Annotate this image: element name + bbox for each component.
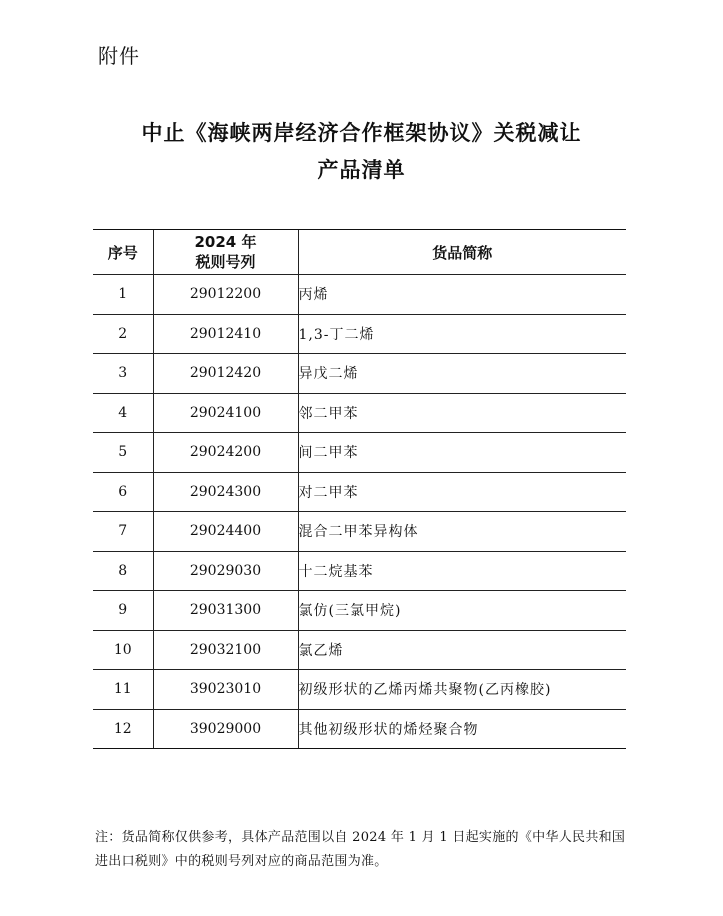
header-tariff-code (153, 230, 298, 275)
row-product-name: 邻二甲苯 (298, 393, 626, 433)
row-seq: 4 (93, 393, 153, 433)
row-product-name: 异戊二烯 (298, 354, 626, 394)
row-product-name: 初级形状的乙烯丙烯共聚物(乙丙橡胶) (298, 670, 626, 710)
document-title: 中止《海峡两岸经济合作框架协议》关税减让 (141, 121, 582, 145)
table-row (93, 591, 626, 631)
header-code-year: 2024 年 (194, 233, 257, 251)
row-product-name: 氯仿(三氯甲烷) (298, 591, 626, 631)
row-seq: 3 (93, 354, 153, 394)
row-seq: 7 (93, 512, 153, 552)
table-row (93, 512, 626, 552)
row-product-name: 十二烷基苯 (298, 551, 626, 591)
row-tariff-code: 29024100 (153, 393, 298, 433)
product-table (93, 229, 626, 749)
row-seq: 9 (93, 591, 153, 631)
row-seq: 5 (93, 433, 153, 473)
row-product-name: 间二甲苯 (298, 433, 626, 473)
attachment-label: 附件 (98, 44, 140, 68)
row-seq: 11 (93, 670, 153, 710)
row-tariff-code: 39029000 (153, 709, 298, 749)
table-row (93, 709, 626, 749)
table-row (93, 354, 626, 394)
row-tariff-code: 29032100 (153, 630, 298, 670)
document-subtitle: 产品清单 (317, 158, 406, 182)
header-seq: 序号 (93, 230, 153, 275)
row-product-name: 1,3-丁二烯 (298, 314, 626, 354)
row-seq: 8 (93, 551, 153, 591)
table-row (93, 630, 626, 670)
table-header-row (93, 230, 626, 275)
row-seq: 12 (93, 709, 153, 749)
row-product-name: 氯乙烯 (298, 630, 626, 670)
row-tariff-code: 29024400 (153, 512, 298, 552)
row-seq: 6 (93, 472, 153, 512)
table-row (93, 551, 626, 591)
row-tariff-code: 29031300 (153, 591, 298, 631)
row-tariff-code: 29024300 (153, 472, 298, 512)
table-row (93, 275, 626, 315)
row-tariff-code: 29012200 (153, 275, 298, 315)
table-row (93, 472, 626, 512)
row-product-name: 混合二甲苯异构体 (298, 512, 626, 552)
row-tariff-code: 29012410 (153, 314, 298, 354)
header-code-label: 税则号列 (195, 253, 256, 271)
table-row (93, 433, 626, 473)
footnote: 注：货品简称仅供参考，具体产品范围以自 2024 年 1 月 1 日起实施的《中华人民共和国进出口税则》中的税则号列对应的商品范围为准。 (95, 830, 626, 869)
row-seq: 10 (93, 630, 153, 670)
row-seq: 1 (93, 275, 153, 315)
table-row (93, 314, 626, 354)
row-tariff-code: 29029030 (153, 551, 298, 591)
table-row (93, 670, 626, 710)
row-tariff-code: 29012420 (153, 354, 298, 394)
header-product-name: 货品简称 (298, 230, 626, 275)
row-product-name: 对二甲苯 (298, 472, 626, 512)
row-tariff-code: 29024200 (153, 433, 298, 473)
table-row (93, 393, 626, 433)
row-product-name: 丙烯 (298, 275, 626, 315)
row-product-name: 其他初级形状的烯烃聚合物 (298, 709, 626, 749)
row-seq: 2 (93, 314, 153, 354)
row-tariff-code: 39023010 (153, 670, 298, 710)
